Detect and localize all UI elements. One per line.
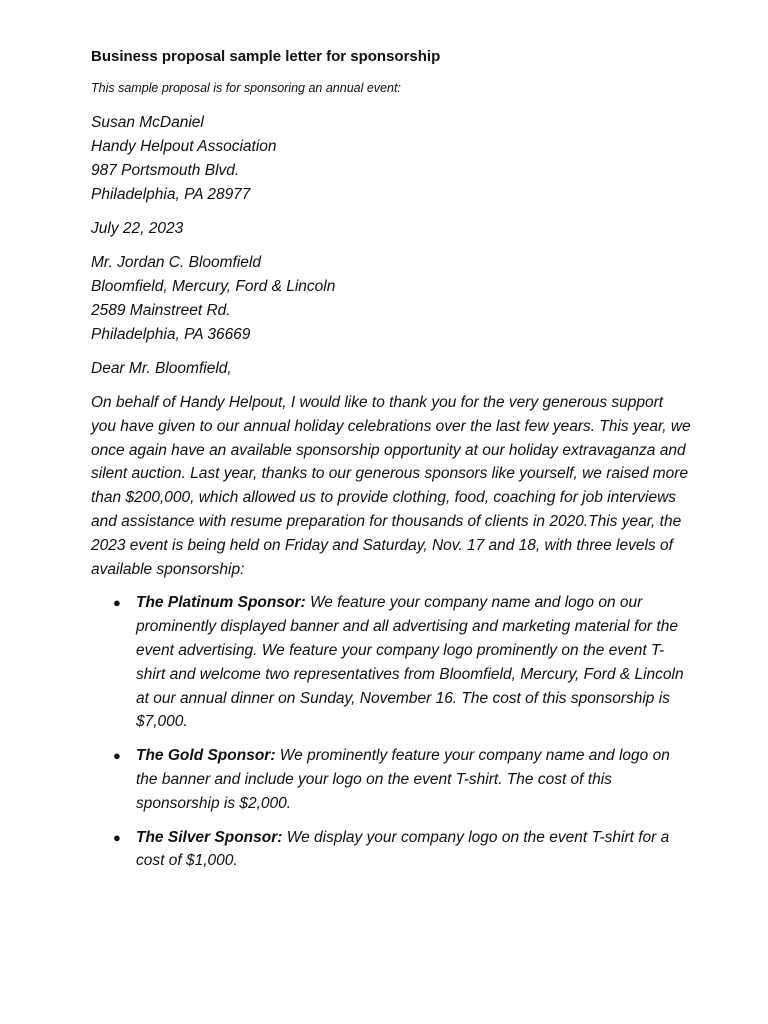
letter-page	[91, 47, 691, 883]
sender-name: Susan McDaniel	[91, 114, 204, 131]
recipient-name: Mr. Jordan C. Bloomfield	[91, 254, 261, 271]
sponsorship-tier-list	[91, 591, 691, 873]
bullet-icon: ●	[113, 748, 121, 764]
tier-description: We display your company logo on the event T-shirt for a cost of $1,000.	[136, 828, 670, 870]
tier-description: We prominently feature your company name and logo on the banner and include your logo on the event T-shirt. The cost of this sponsorship is $2,000.	[136, 747, 670, 812]
tier-item-platinum	[91, 591, 691, 734]
recipient-company: Bloomfield, Mercury, Ford & Lincoln	[91, 278, 336, 295]
sender-address	[91, 111, 691, 207]
recipient-city: Philadelphia, PA 36669	[91, 326, 251, 343]
salutation	[91, 357, 691, 381]
tier-name: The Silver Sponsor:	[136, 828, 283, 846]
date-text: July 22, 2023	[91, 220, 184, 237]
tier-name: The Gold Sponsor:	[136, 747, 276, 765]
bullet-icon: ●	[113, 829, 121, 845]
document-title: Business proposal sample letter for sponsorship	[91, 48, 441, 65]
sender-street: 987 Portsmouth Blvd.	[91, 162, 240, 179]
salutation-text: Dear Mr. Bloomfield,	[91, 360, 232, 377]
recipient-street: 2589 Mainstreet Rd.	[91, 302, 231, 319]
tier-name: The Platinum Sponsor:	[136, 594, 306, 612]
tier-item-gold	[91, 744, 691, 815]
body-paragraph: On behalf of Handy Helpout, I would like to thank you for the very generous support you have given to our annual holiday celebrations over the last few years. This year, we once again have an available sponsorship opportunity at our holiday extravaganza and silent auction. Last year, thanks to our generous sponsors like yourself, we raised more than $200,000, which allowed us to provide clothing, food, coaching for job interviews and assistance with resume preparation for thousands of clients in 2020.This year, the 2023 event is being held on Friday and Saturday, Nov. 17 and 18, with three levels of available sponsorship:	[91, 394, 691, 578]
bullet-icon: ●	[113, 595, 121, 611]
tier-description: We feature your company name and logo on our prominently displayed banner and all advertising and marketing material for the event advertising. We feature your company logo prominently on the event T-shirt and welcome two representatives from Bloomfield, Mercury, Ford & Lincoln at our annual dinner on Sunday, November 16. The cost of this sponsorship is $7,000.	[136, 594, 684, 731]
recipient-address	[91, 251, 691, 347]
intro-note: This sample proposal is for sponsoring an annual event:	[91, 81, 401, 95]
sender-organization: Handy Helpout Association	[91, 138, 277, 155]
tier-item-silver	[91, 826, 691, 874]
letter-date	[91, 217, 691, 241]
sender-city: Philadelphia, PA 28977	[91, 186, 251, 203]
